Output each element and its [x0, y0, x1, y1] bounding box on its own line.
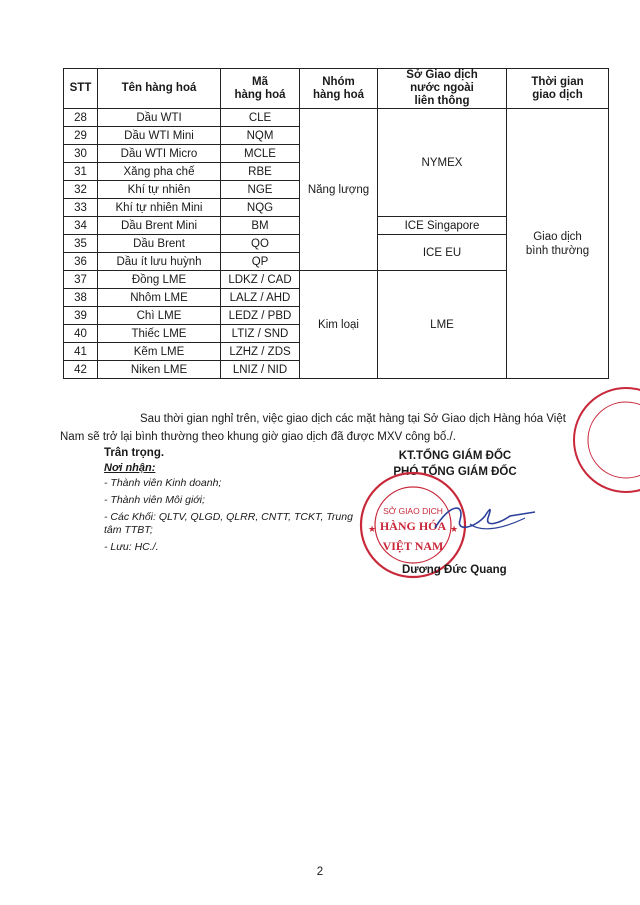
cell-name: Thiếc LME	[98, 325, 221, 343]
table-header-row	[64, 69, 609, 109]
cell-code: MCLE	[221, 145, 300, 163]
cell-code: NGE	[221, 181, 300, 199]
cell-stt: 29	[64, 127, 98, 145]
page-edge-seal-icon	[568, 382, 640, 500]
seal-line-1: SỞ GIAO DỊCH	[383, 506, 443, 516]
signature-title-2: PHÓ TỔNG GIÁM ĐỐC	[393, 466, 517, 478]
cell-stt: 39	[64, 307, 98, 325]
commodity-table-container	[63, 68, 608, 379]
cell-name: Đồng LME	[98, 271, 221, 289]
recipient-item: - Lưu: HC./.	[104, 541, 159, 553]
cell-code: NQM	[221, 127, 300, 145]
cell-name: Niken LME	[98, 361, 221, 379]
cell-stt: 40	[64, 325, 98, 343]
regards-text: Trân trọng.	[104, 447, 165, 459]
table-row	[64, 109, 609, 127]
cell-code: LALZ / AHD	[221, 289, 300, 307]
cell-code: BM	[221, 217, 300, 235]
cell-code: LEDZ / PBD	[221, 307, 300, 325]
cell-name: Kẽm LME	[98, 343, 221, 361]
exchange-ice-singapore: ICE Singapore	[378, 217, 507, 235]
recipient-item: - Thành viên Môi giới;	[104, 494, 205, 506]
cell-name: Dầu WTI	[98, 109, 221, 127]
cell-name: Khí tự nhiên Mini	[98, 199, 221, 217]
cell-stt: 42	[64, 361, 98, 379]
cell-stt: 34	[64, 217, 98, 235]
group-energy: Năng lượng	[300, 109, 378, 271]
cell-name: Nhôm LME	[98, 289, 221, 307]
header-time: Thời gian giao dịch	[507, 69, 609, 109]
cell-code: NQG	[221, 199, 300, 217]
cell-name: Dầu Brent	[98, 235, 221, 253]
closing-block	[104, 447, 364, 558]
header-name: Tên hàng hoá	[98, 69, 221, 109]
cell-name: Dầu WTI Mini	[98, 127, 221, 145]
cell-stt: 36	[64, 253, 98, 271]
seal-star-right: ★	[450, 524, 459, 534]
cell-stt: 33	[64, 199, 98, 217]
exchange-lme: LME	[378, 271, 507, 379]
cell-name: Khí tự nhiên	[98, 181, 221, 199]
recipient-item: - Các Khối: QLTV, QLGD, QLRR, CNTT, TCKT, Trung tâm TTBT;	[104, 511, 353, 536]
exchange-ice-eu: ICE EU	[378, 235, 507, 271]
cell-stt: 37	[64, 271, 98, 289]
cell-code: RBE	[221, 163, 300, 181]
cell-name: Chì LME	[98, 307, 221, 325]
cell-stt: 32	[64, 181, 98, 199]
signature-scribble-icon	[430, 498, 540, 538]
cell-stt: 35	[64, 235, 98, 253]
cell-stt: 28	[64, 109, 98, 127]
trading-time: Giao dịch bình thường	[507, 109, 609, 379]
cell-code: QP	[221, 253, 300, 271]
cell-name: Xăng pha chế	[98, 163, 221, 181]
cell-stt: 30	[64, 145, 98, 163]
cell-code: LDKZ / CAD	[221, 271, 300, 289]
cell-stt: 31	[64, 163, 98, 181]
seal-line-3: VIỆT NAM	[382, 539, 444, 553]
paragraph-line-1: Sau thời gian nghỉ trên, việc giao dịch các mặt hàng tại Sở Giao dịch Hàng hóa Việt	[140, 413, 566, 425]
group-metal: Kim loại	[300, 271, 378, 379]
cell-code: LTIZ / SND	[221, 325, 300, 343]
cell-stt: 38	[64, 289, 98, 307]
cell-name: Dầu Brent Mini	[98, 217, 221, 235]
header-stt: STT	[64, 69, 98, 109]
paragraph-line-2: Nam sẽ trở lại bình thường theo khung giờ giao dịch đã được MXV công bố./.	[60, 431, 456, 443]
cell-code: QO	[221, 235, 300, 253]
recipient-item: - Thành viên Kinh doanh;	[104, 477, 222, 489]
cell-name: Dầu WTI Micro	[98, 145, 221, 163]
header-group: Nhóm hàng hoá	[300, 69, 378, 109]
exchange-nymex: NYMEX	[378, 109, 507, 217]
cell-name: Dầu ít lưu huỳnh	[98, 253, 221, 271]
seal-star-left: ★	[368, 524, 377, 534]
commodity-table	[63, 68, 609, 379]
recipients-title: Nơi nhận:	[104, 462, 156, 474]
page-number: 2	[316, 866, 324, 878]
cell-code: CLE	[221, 109, 300, 127]
signature-title-1: KT.TỔNG GIÁM ĐỐC	[398, 450, 512, 462]
signer-name: Dương Đức Quang	[402, 564, 507, 576]
seal-line-2: HÀNG HÓA	[379, 519, 447, 533]
resume-paragraph	[60, 410, 590, 446]
cell-stt: 41	[64, 343, 98, 361]
cell-code: LZHZ / ZDS	[221, 343, 300, 361]
cell-code: LNIZ / NID	[221, 361, 300, 379]
header-exchange: Sở Giao dịch nước ngoài liên thông	[378, 69, 507, 109]
header-code: Mã hàng hoá	[221, 69, 300, 109]
